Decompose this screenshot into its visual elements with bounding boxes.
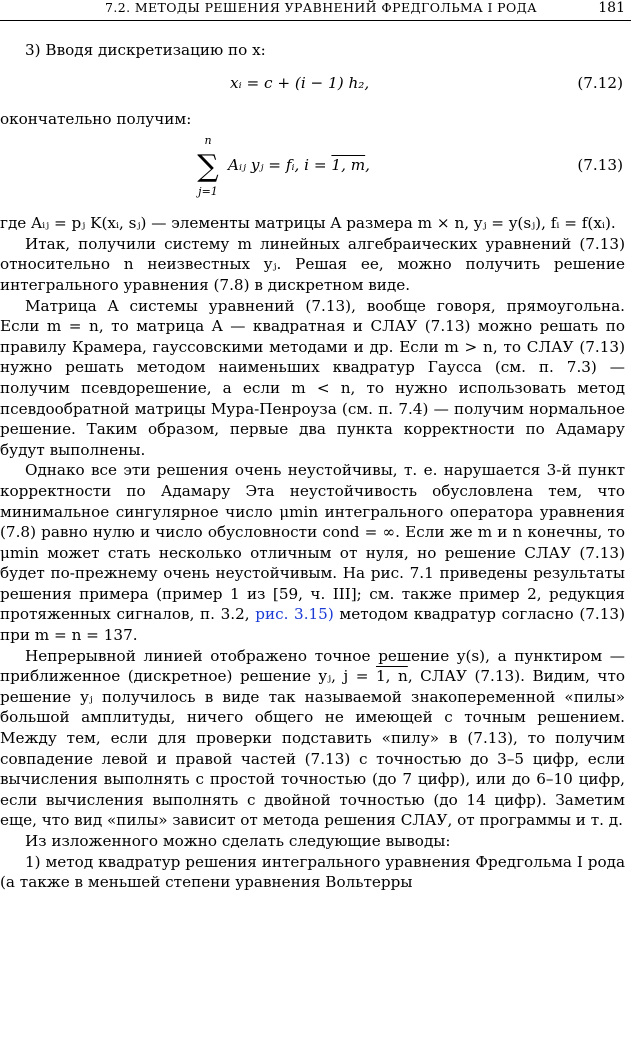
sum-lower-limit: j=1 — [198, 184, 218, 198]
sum-trailing-comma: , — [365, 156, 370, 175]
paragraph-itak: Итак, получили систему m линейных алгебраических уравнений (7.13) относительно n неизвестных yⱼ. Решая ее, можно получить решение интегрального уравнения (7.8) в дискретном виде. — [0, 234, 625, 294]
equation-number: (7.12) — [577, 73, 623, 92]
intro-line: 3) Вводя дискретизацию по x: — [25, 41, 266, 59]
sum-expression: Aᵢⱼ yⱼ = fᵢ, i = — [228, 156, 332, 175]
paragraph-where: где Aᵢⱼ = pⱼ K(xᵢ, sⱼ) — элементы матрицы A размера m × n, yⱼ = y(sⱼ), fᵢ = f(xᵢ). — [0, 214, 616, 233]
paragraph-item-1: 1) метод квадратур решения интегрального уравнения Фредгольма I рода (а также в меньшей степени уравнения Вольтерры — [0, 852, 625, 892]
running-header — [0, 0, 631, 21]
page-number: 181 — [598, 0, 625, 16]
equation-7-12 — [0, 63, 625, 107]
paragraph-odnako — [0, 460, 625, 645]
paragraph-matrix: Матрица A системы уравнений (7.13), вообще говоря, прямоугольна. Если m = n, то матрица A — квадратная и СЛАУ (7.13) можно решать по правилу Крамера, гауссовскими методами и др. Если m > n, то СЛАУ (7.13) нужно решать методом наименьших квадратур Гаусса (см. п. 7.3) — получим псевдорешение, а если m < n, то нужно использовать метод псевдообратной матрицы Мура-Пенроуза (см. п. 7.4) — получим нормальное решение. Таким образом, первые два пункта корректности по Адамару будут выполнены. — [0, 296, 625, 459]
sum-body — [228, 155, 370, 176]
sum-symbol — [194, 131, 222, 202]
paragraph-odnako-text-a: Однако все эти решения очень неустойчивы, т. е. нарушается 3-й пункт корректности по Адамару Эта неустойчивость обусловлена тем, что минимальное сингулярное число μmin интегрального оператора уравнения (7.8) равно нулю и число обусловности cond = ∞. Если же m и n конечны, то μmin может стать несколько отличным от нуля, но решение СЛАУ (7.13) будет по-прежнему очень неустойчивым. На рис. 7.1 приведены результаты решения примера (пример 1 из [59, ч. III]; см. также пример 2, редукция протяженных сигналов, п. 3.2, — [0, 461, 625, 624]
paragraph-continuous — [0, 646, 625, 831]
chapter-title: 7.2. МЕТОДЫ РЕШЕНИЯ УРАВНЕНИЙ ФРЕДГОЛЬМА I РОДА — [105, 0, 538, 15]
figure-link[interactable]: рис. 3.15) — [255, 605, 334, 624]
index-range: 1, m — [331, 156, 366, 175]
equation-7-13 — [0, 131, 625, 211]
paragraph-continuous-text-b: , СЛАУ (7.13). Видим, что решение yⱼ получилось в виде так называемой знакопеременной «пилы» большой амплитуды, ничего общего не имеющей с точным решением. Между тем, если для проверки подставить «пилу» в (7.13), то получим совпадение левой и правой частей (7.13) с точностью до 3–5 цифр, если вычисления выполнять с простой точностью (до 7 цифр), или до 6–10 цифр, если вычисления выполнять с двойной точностью (до 14 цифр). Заметим еще, что вид «пилы» зависит от метода решения СЛАУ, от программы и т. д. — [0, 667, 626, 830]
paragraph-continuous-text-a: Непрерывной линией отображено точное решение y(s), а пунктиром — приближенное (дискретное) решение yⱼ, j = — [0, 646, 625, 686]
page-body — [0, 40, 625, 893]
paragraph-odnako-text-b: методом квадратур согласно (7.13) при m = n = 137. — [0, 605, 625, 645]
equation-number: (7.13) — [577, 156, 623, 175]
sigma-glyph: ∑ — [197, 148, 219, 184]
sum-upper-limit: n — [204, 134, 212, 148]
equation-formula: xᵢ = c + (i − 1) h₂, — [230, 73, 370, 92]
paragraph-conclusions: Из изложенного можно сделать следующие выводы: — [25, 832, 451, 850]
index-range-n: 1, n — [376, 667, 408, 686]
after-equation-text: окончательно получим: — [0, 109, 192, 128]
